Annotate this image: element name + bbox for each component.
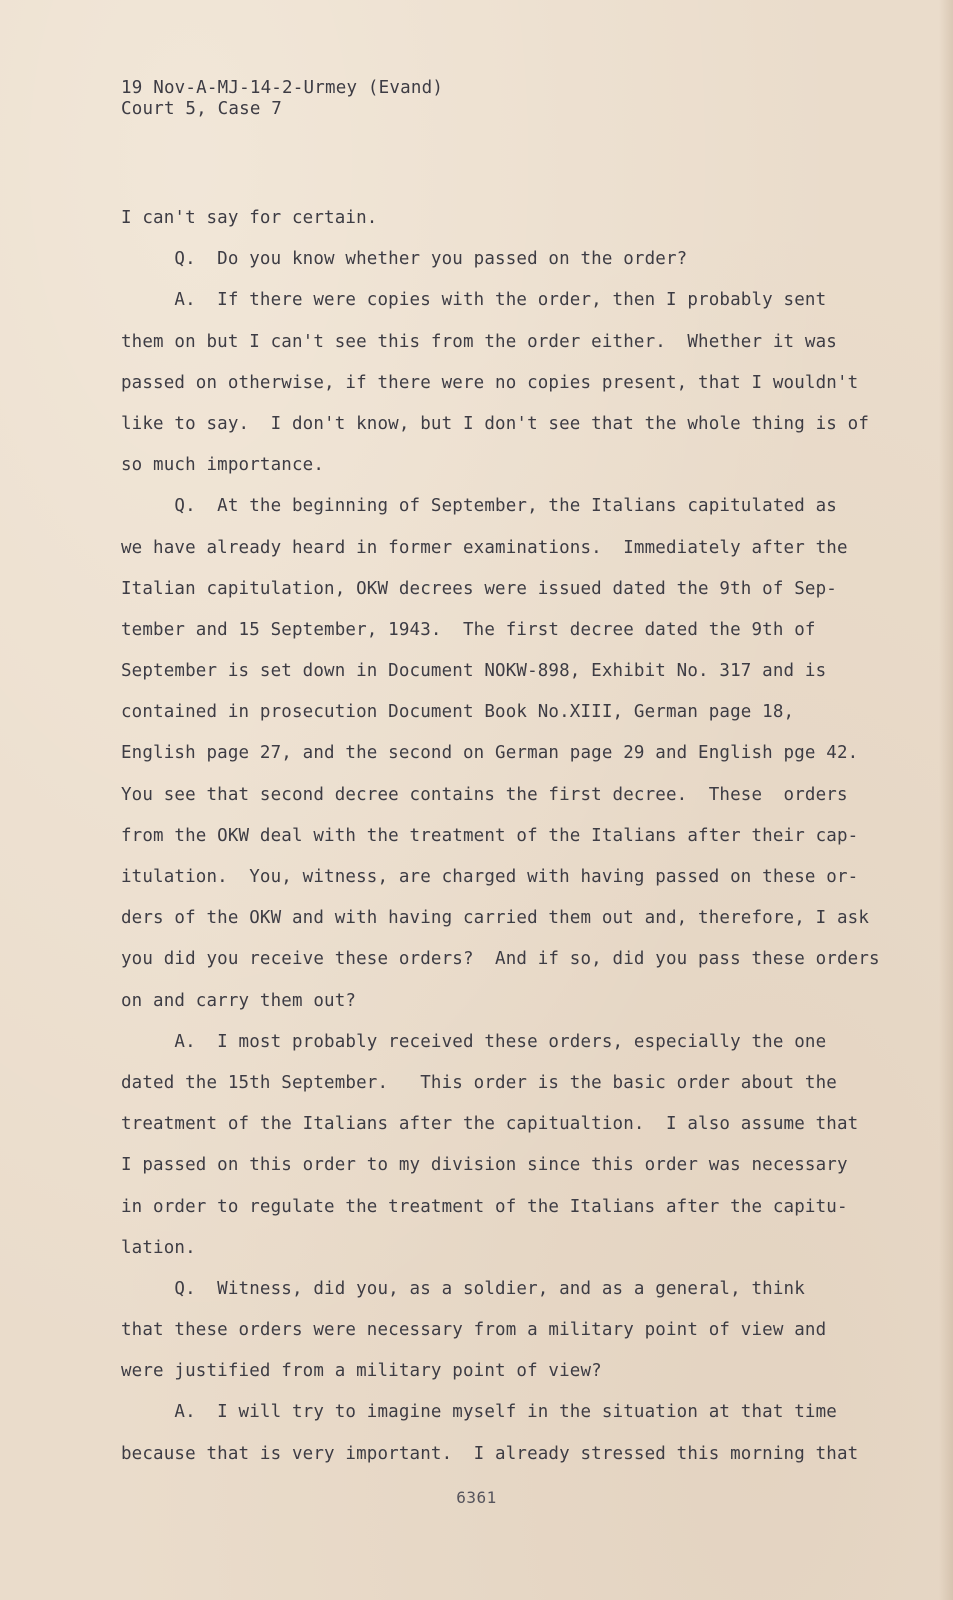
text-line: Q. Do you know whether you passed on the order? [121,249,688,270]
transcript-body [121,198,880,1475]
text-line: Q. At the beginning of September, the Italians capitulated as [121,496,837,517]
text-line: like to say. I don't know, but I don't see that the whole thing is of [121,413,870,434]
text-line: in order to regulate the treatment of the Italians after the capitu- [121,1196,848,1217]
text-line: you did you receive these orders? And if so, did you pass these orders [121,949,880,970]
text-line: ders of the OKW and with having carried them out and, therefore, I ask [121,908,870,929]
text-line: itulation. You, witness, are charged with having passed on these or- [121,867,859,887]
text-line: A. If there were copies with the order, then I probably sent [121,290,827,311]
page-number: 6361 [456,1488,497,1507]
text-line: lation. [121,1237,196,1258]
header-reference: 19 Nov-A-MJ-14-2-Urmey (Evand) [121,78,444,98]
text-line: we have already heard in former examinations. Immediately after the [121,537,848,558]
header-court-case: Court 5, Case 7 [121,99,283,119]
page-edge-shadow [939,0,953,1600]
text-line: Q. Witness, did you, as a soldier, and as a general, think [121,1278,805,1299]
text-line: September is set down in Document NOKW-898, Exhibit No. 317 and is [121,661,827,682]
text-line: were justified from a military point of view? [121,1361,602,1382]
text-line: Italian capitulation, OKW decrees were issued dated the 9th of Sep- [121,578,837,599]
text-line: treatment of the Italians after the capitualtion. I also assume that [121,1114,859,1135]
text-line: English page 27, and the second on German page 29 and English pge 42. [121,743,859,764]
text-line: A. I will try to imagine myself in the situation at that time [121,1402,837,1423]
text-line: I passed on this order to my division since this order was necessary [121,1155,848,1176]
text-line: from the OKW deal with the treatment of the Italians after their cap- [121,825,859,846]
text-line: You see that second decree contains the first decree. These orders [121,784,848,805]
text-line: because that is very important. I already stressed this morning that [121,1443,859,1464]
text-line: on and carry them out? [121,990,357,1011]
text-line: that these orders were necessary from a military point of view and [121,1320,827,1341]
text-line: contained in prosecution Document Book No.XIII, German page 18, [121,702,795,723]
text-line: dated the 15th September. This order is the basic order about the [121,1072,837,1093]
text-line: I can't say for certain. [121,208,378,228]
text-line: passed on otherwise, if there were no copies present, that I wouldn't [121,372,859,393]
text-line: A. I most probably received these orders, especially the one [121,1031,827,1052]
document-header [121,78,443,120]
text-line: so much importance. [121,455,325,476]
text-line: them on but I can't see this from the order either. Whether it was [121,331,837,352]
text-line: tember and 15 September, 1943. The first decree dated the 9th of [121,619,816,640]
